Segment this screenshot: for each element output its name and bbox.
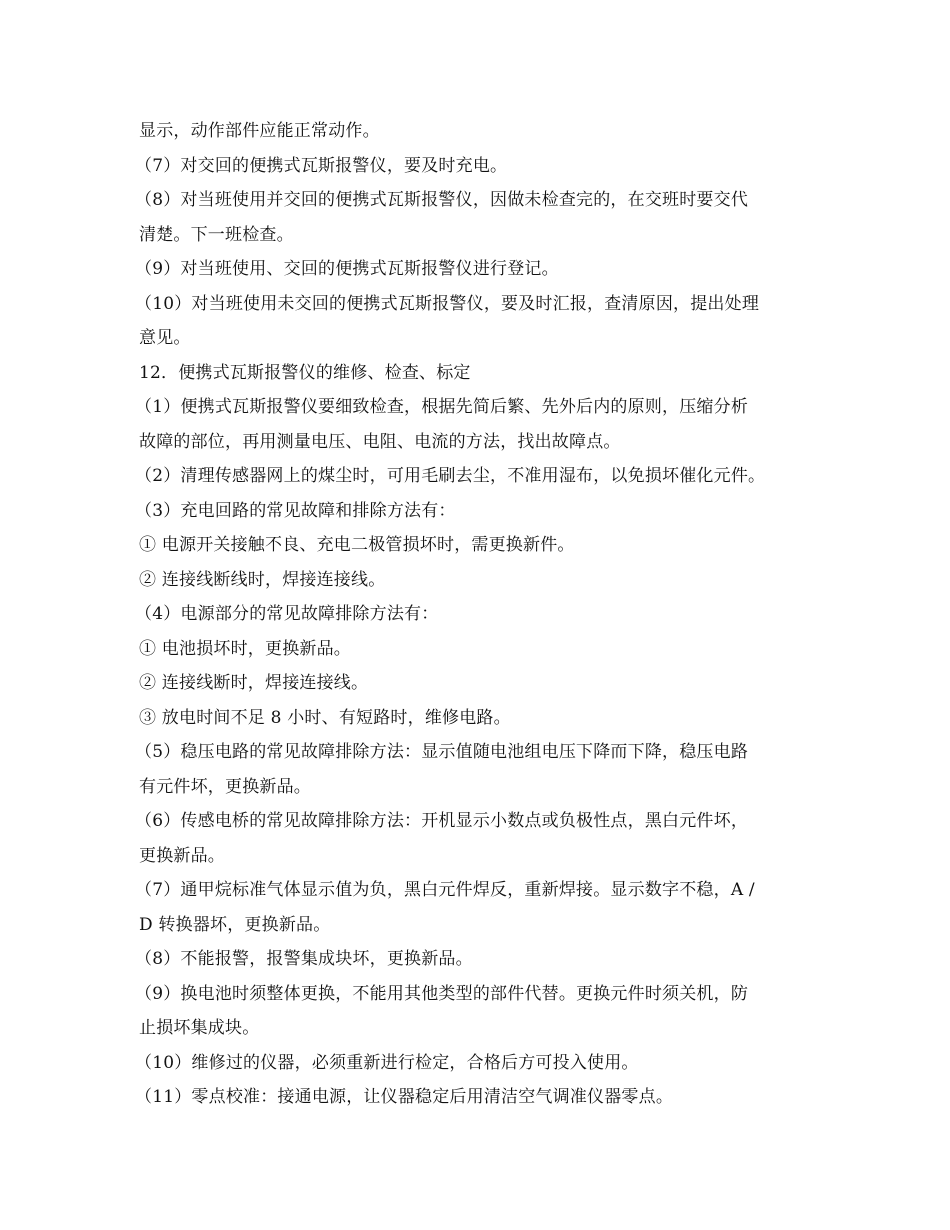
text-line: （1）便携式瓦斯报警仪要细致检查，根据先简后繁、先外后内的原则，压缩分析 bbox=[135, 397, 749, 417]
text-line: 清楚。下一班检查。 bbox=[139, 224, 294, 245]
text-line: （7）通甲烷标准气体显示值为负，黑白元件焊反，重新焊接。显示数字不稳，A / bbox=[135, 880, 755, 900]
text-line: （10）对当班使用未交回的便携式瓦斯报警仪，要及时汇报，查清原因，提出处理 bbox=[135, 293, 760, 314]
text-line: （6）传感电桥的常见故障排除方法：开机显示小数点或负极性点，黑白元件坏， bbox=[135, 811, 749, 831]
text-line: （5）稳压电路的常见故障排除方法：显示值随电池组电压下降而下降，稳压电路 bbox=[135, 742, 749, 762]
list-item: ② 连接线断时，焊接连接线。 bbox=[139, 673, 369, 693]
text-line: （4）电源部分的常见故障排除方法有： bbox=[135, 604, 439, 624]
list-item: ③ 放电时间不足 8 小时、有短路时，维修电路。 bbox=[139, 707, 511, 728]
text-line: （2）清理传感器网上的煤尘时，可用毛刷去尘，不准用湿布，以免损坏催化元件。 bbox=[135, 466, 766, 486]
list-item: ① 电源开关接触不良、充电二极管损坏时，需更换新件。 bbox=[139, 535, 575, 555]
text-line: D 转换器坏，更换新品。 bbox=[139, 914, 331, 935]
text-line: （3）充电回路的常见故障和排除方法有： bbox=[135, 500, 456, 521]
text-line: 有元件坏，更换新品。 bbox=[139, 776, 311, 797]
section-heading: 12．便携式瓦斯报警仪的维修、检查、标定 bbox=[139, 362, 471, 383]
text-line: （7）对交回的便携式瓦斯报警仪，要及时充电。 bbox=[135, 155, 508, 176]
document-body bbox=[135, 114, 819, 1115]
text-line: 故障的部位，再用测量电压、电阻、电流的方法，找出故障点。 bbox=[139, 431, 621, 452]
text-line: 意见。 bbox=[139, 328, 191, 348]
text-line: 更换新品。 bbox=[139, 845, 225, 866]
text-line: （9）对当班使用、交回的便携式瓦斯报警仪进行登记。 bbox=[135, 259, 559, 279]
text-line: （11）零点校准：接通电源，让仪器稳定后用清洁空气调准仪器零点。 bbox=[135, 1087, 674, 1107]
text-line: （9）换电池时须整体更换，不能用其他类型的部件代替。更换元件时须关机，防 bbox=[135, 983, 749, 1004]
list-item: ② 连接线断线时，焊接连接线。 bbox=[139, 569, 386, 590]
text-line: （8）不能报警，报警集成块坏，更换新品。 bbox=[135, 949, 473, 969]
text-line: （8）对当班使用并交回的便携式瓦斯报警仪，因做未检查完的，在交班时要交代 bbox=[135, 190, 749, 210]
text-line: 止损坏集成块。 bbox=[139, 1018, 260, 1038]
text-line: （10）维修过的仪器，必须重新进行检定，合格后方可投入使用。 bbox=[135, 1052, 639, 1073]
text-line: 显示，动作部件应能正常动作。 bbox=[139, 121, 380, 141]
list-item: ① 电池损坏时，更换新品。 bbox=[139, 638, 352, 659]
